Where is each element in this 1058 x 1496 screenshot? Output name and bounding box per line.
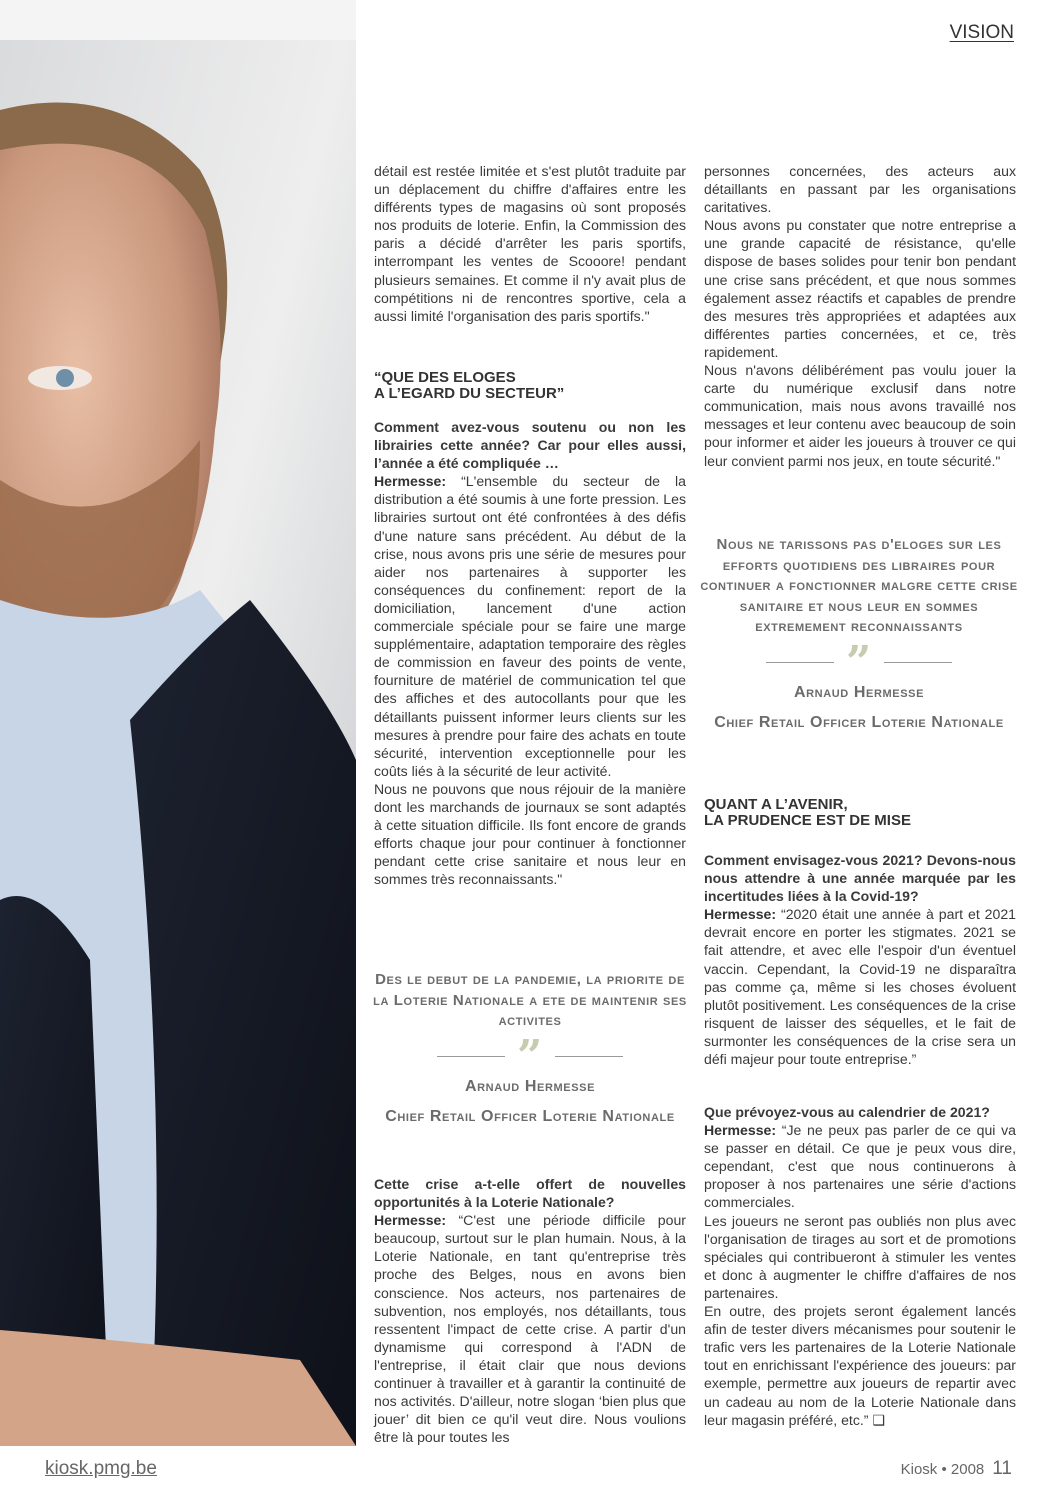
- pull-quote-role: Chief Retail Officer Loterie Nationale: [714, 713, 1004, 731]
- speaker-label: Hermesse:: [374, 1212, 447, 1229]
- question: Comment avez-vous soutenu ou non les librairies cette année? Car pour elles aussi, l’année a été compliquée …: [374, 419, 686, 472]
- heading-line: QUANT A L’AVENIR,: [704, 796, 848, 813]
- section-label: VISION: [949, 22, 1014, 43]
- speaker-label: Hermesse:: [704, 906, 777, 923]
- portrait-photo: [0, 0, 356, 1446]
- pull-quote-author: Arnaud Hermesse: [793, 683, 925, 701]
- issue-info: [901, 1458, 1012, 1480]
- paragraph: En outre, des projets seront également lancés afin de tester divers mécanismes pour soutenir le trafic vers les partenaires de la Loterie Nationale tout en enrichissant l'expérience des joueurs: par exemple, permettre aux joueurs de repartir avec un cadeau au nom de la Loterie Nationale dans leur magasin préféré, etc.”: [704, 1303, 1016, 1428]
- column1-intro: [374, 162, 686, 325]
- quote-mark-icon: ”: [846, 636, 872, 688]
- section-heading-avenir: [704, 797, 1016, 829]
- page-number: 11: [992, 1458, 1012, 1479]
- answer-paragraph: Nous ne pouvons que nous réjouir de la manière dont les marchands de journaux se sont adaptés à cette situation difficile. Ils font encore de grands efforts chaque jour pour continuer à fonctionner pendant cette crise sanitaire et nous leur en sommes très reconnaissants.": [374, 780, 686, 888]
- intro-paragraph: détail est restée limitée et s'est plutôt traduite par un déplacement du chiffre d'affaires entre les différents types de magasins où sont proposés nos produits de loterie. Enfin, la Commission des paris a décidé d'arrêter les paris sportifs, interrompant les ventes de Scooore! pendant plusieurs semaines. Et comme il n'y avait plus de compétitions ni de rencontres sportive, cela a aussi limité l'organisation des paris sportifs.": [374, 163, 686, 324]
- speaker-label: Hermesse:: [704, 1122, 777, 1139]
- pull-quote-text: Des le debut de la pandemie, la priorite de la Loterie Nationale a ete de maintenir ses activites: [373, 971, 687, 1029]
- interview-block-1: [374, 418, 686, 888]
- quote-mark-icon: ”: [517, 1030, 543, 1082]
- paragraph: Nous avons pu constater que notre entreprise a une grande capacité de résistance, qu'elle dispose de bases solides pour tenir bon pendant une crise sans précédent, et que nous sommes également assez réactifs et capables de prendre des mesures très appropriées et adaptées aux différentes parties concernées, et ce, très rapidement.: [704, 217, 1016, 360]
- interview-block-3: [704, 851, 1016, 1068]
- quote-divider: [365, 1030, 695, 1082]
- pull-quote-role: Chief Retail Officer Loterie Nationale: [385, 1107, 675, 1125]
- speaker-label: Hermesse:: [374, 473, 447, 490]
- question: Comment envisagez-vous 2021? Devons-nous nous attendre à une année marquée par les incertitudes liées à la Covid-19?: [704, 852, 1016, 905]
- answer: [374, 472, 686, 780]
- section-heading-eloges: [374, 370, 686, 402]
- quote-divider: [694, 636, 1024, 688]
- interview-block-4: [704, 1103, 1016, 1429]
- pull-quote-author: Arnaud Hermesse: [464, 1077, 596, 1095]
- question: Que prévoyez-vous au calendrier de 2021?: [704, 1104, 990, 1120]
- answer-text: “L'ensemble du secteur de la distribution a été soumis à une forte pression. Les librairies surtout ont été confrontées à des défis d'une nature sans précédent. Au début de la crise, nous avons pris une série de mesures pour aider nos partenaires à supporter les conséquences du confinement: report de la domiciliation, lancement d'une action commerciale spéciale pour se faire une marge supplémentaire, adaptation temporaire des règles de commission en faveur des points de vente, fourniture de matériel de communication tel que des affiches et des autocollants pour que les détaillants puissent informer leurs clients sur les mesures à prendre pour faire des achats en toute sécurité, intervention exceptionnelle pour les coûts liés à la sécurité de leur activité.: [374, 473, 686, 779]
- pull-quote-2: [694, 535, 1024, 738]
- end-mark-icon: ❑: [872, 1411, 886, 1428]
- heading-line: “QUE DES ELOGES: [374, 369, 516, 386]
- paragraph: Nous n'avons délibérément pas voulu jouer la carte du numérique exclusif dans notre communication, mais nous avons travaillé nos messages et leur contenu avec beaucoup de soin pour informer et aider les joueurs à trouver ce qui leur convient parmi nos jeux, en toute sécurité.": [704, 362, 1016, 469]
- issue-label: Kiosk • 2008: [900, 1461, 985, 1478]
- heading-line: LA PRUDENCE EST DE MISE: [704, 812, 911, 829]
- interview-block-2: [374, 1175, 686, 1446]
- column2-intro: [704, 162, 1016, 470]
- paragraph: Les joueurs ne seront pas oubliés non plus avec l'organisation de tirages au sort et de promotions spéciales qui contribueront à stimuler les ventes et donc à augmenter le chiffre d'affaires de nos partenaires.: [704, 1212, 1016, 1301]
- answer-text: “Je ne peux pas parler de ce qui va se passer en détail. Ce que je peux vous dire, cependant, c'est que nous continuerons à proposer à nos partenaires une série d'actions commerciales.: [704, 1122, 1016, 1211]
- question: Cette crise a-t-elle offert de nouvelles opportunités à la Loterie Nationale?: [374, 1176, 686, 1211]
- heading-line: A L’EGARD DU SECTEUR”: [374, 385, 565, 402]
- pull-quote-text: Nous ne tarissons pas d'eloges sur les efforts quotidiens des libraires pour continuer a fonctionner malgre cette crise sanitaire et nous leur en sommes extremement reconnaissants: [700, 536, 1018, 635]
- paragraph: personnes concernées, des acteurs aux détaillants en passant par les organisations caritatives.: [704, 163, 1016, 216]
- answer-text: “C'est une période difficile pour beaucoup, surtout sur le plan humain. Nous, à la Loterie Nationale, en tant qu'entreprise très proche des Belges, nous en avons bien conscience. Nos acteurs, nos partenaires de subvention, nos employés, nos détaillants, tous ressentent l'impact de cette crise. A partir d'un dynamisme qui correspond à l'ADN de l'entreprise, il était clair que nous devions continuer à travailler et à garantir la continuité de nos activités. D'ailleur, notre slogan ‘bien plus que jouer’ dit bien ce qu'il veut dire. Nous voulions être là pour toutes les: [374, 1212, 686, 1446]
- website-link[interactable]: kiosk.pmg.be: [45, 1458, 157, 1479]
- pull-quote-1: [365, 970, 695, 1132]
- answer-text: “2020 était une année à part et 2021 devrait encore en porter les stigmates. 2021 se fait attendre, et avec elle l'espoir d'un éventuel vaccin. Cependant, la Covid-19 ne disparaîtra pas comme ça, même si les choses évoluent plutôt positivement. Les conséquences de la crise risquent de laisser des séquelles, et le fait de surmonter les conséquences de la crise sera un défi majeur pour toute entreprise.”: [704, 906, 1016, 1068]
